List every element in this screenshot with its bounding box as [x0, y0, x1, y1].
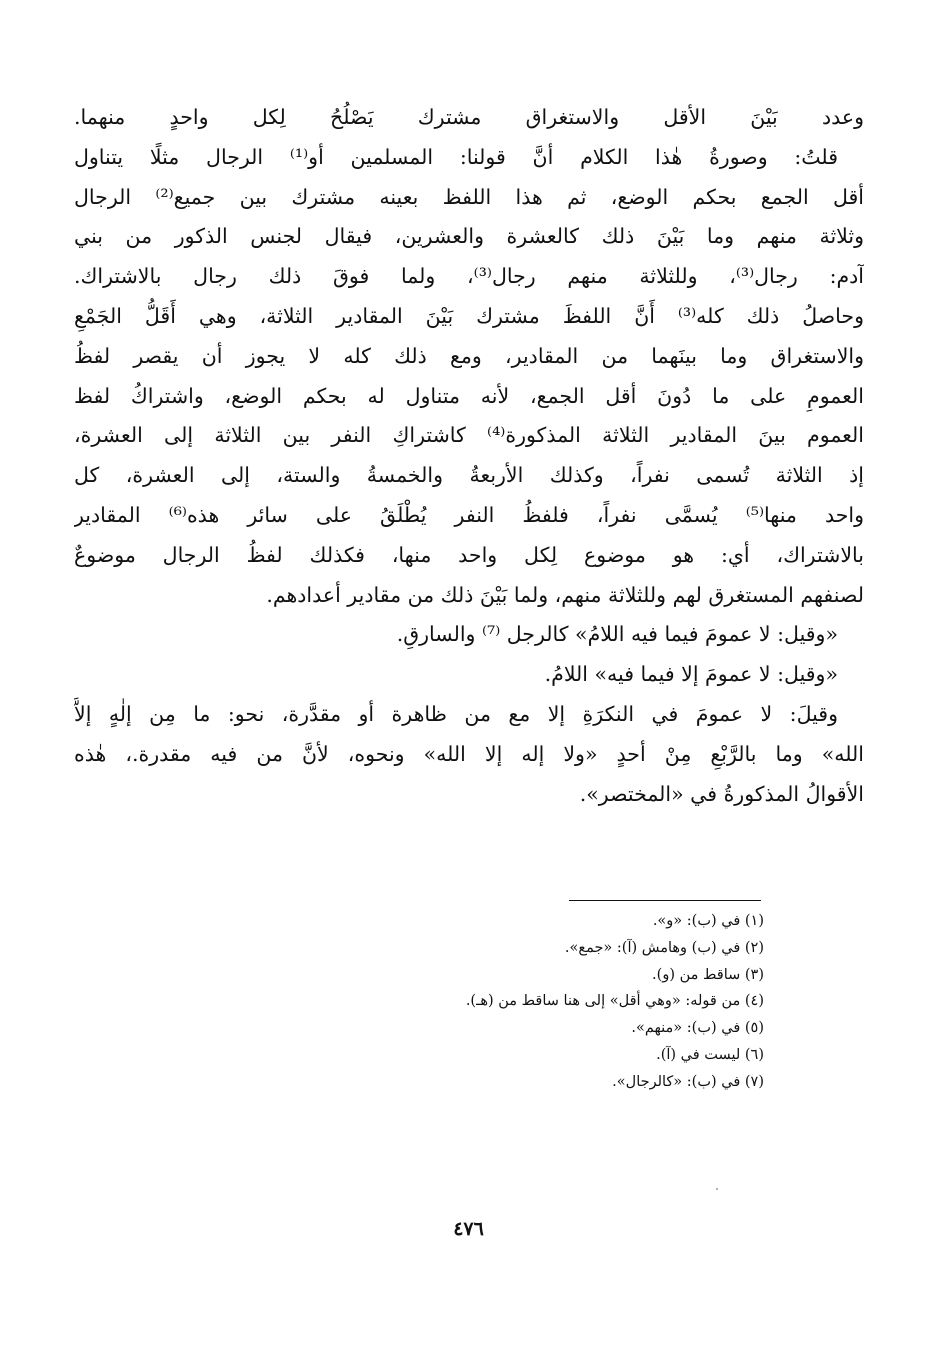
- body-line-4: وثلاثة منهم وما بَيْنَ ذلك كالعشرة والعشرين، فيقال لجنس الذكور من بني: [74, 224, 864, 249]
- body-line-11: واحد منها⁽⁵⁾ يُسمَّى نفراً، فلفظُ النفر يُطْلَقُ على سائر هذه⁽⁶⁾ المقادير: [74, 502, 864, 527]
- body-line-15: «وقيل: لا عمومَ إلا فيما فيه» اللامُ.: [544, 662, 838, 687]
- footnote-4: (٤) من قوله: «وهي أقل» إلى هنا ساقط من (هـ).: [465, 993, 764, 1010]
- footnotes-block: [344, 908, 764, 1096]
- body-line-18: الأقوالُ المذكورةُ في «المختصر».: [579, 781, 864, 806]
- body-line-9: العموم بينَ المقادير الثلاثة المذكورة⁽⁴⁾ كاشتراكِ النفر بين الثلاثة إلى العشرة،: [74, 423, 864, 448]
- body-line-2: قلتُ: وصورةُ هٰذا الكلام أنَّ قولنا: المسلمين أو⁽¹⁾ الرجال مثلًا يتناول: [74, 144, 838, 169]
- body-line-12: بالاشتراك، أي: هو موضوع لِكل واحد منها، فكذلك لفظُ الرجال موضوعٌ: [74, 542, 864, 567]
- footnote-2: (٢) في (ب) وهامش (آ): «جمع».: [564, 939, 764, 956]
- body-line-17: الله» وما بالرَّبْعِ مِنْ أحدٍ «ولا إله إلا الله» ونحوه، لأنَّ من فيه مقدرة.، هٰذه: [74, 741, 864, 766]
- footnote-3: (٣) ساقط من (و).: [652, 966, 764, 983]
- footnote-1: (١) في (ب): «و».: [652, 913, 764, 929]
- body-line-6: وحاصلُ ذلك كله⁽³⁾ أَنَّ اللفظَ مشترك بَيْنَ المقادير الثلاثة، وهي أَقَلُّ الجَمْعِ: [74, 303, 864, 328]
- page-number: ٤٧٦: [453, 1218, 484, 1240]
- scan-speck: [716, 1188, 718, 1190]
- body-line-10: إذ الثلاثة تُسمى نفراً، وكذلك الأربعةُ والخمسةُ والستة، إلى العشرة، كل: [74, 463, 864, 488]
- footnote-7: (٧) في (ب): «كالرجال».: [612, 1073, 764, 1090]
- body-line-16: وقيلَ: لا عمومَ في النكرَةِ إلا مع من ظاهرة أو مقدَّرة، نحو: ما مِن إلٰهٍ إلاَّ: [74, 701, 838, 726]
- footnote-5: (٥) في (ب): «منهم».: [631, 1020, 764, 1037]
- body-line-1: وعدد بَيْنَ الأقل والاستغراق مشترك يَصْلُحُ لِكل واحدٍ منهما.: [74, 105, 864, 129]
- main-text-block: [74, 98, 864, 814]
- footnote-6: (٦) ليست في (آ).: [656, 1046, 764, 1063]
- body-line-3: أقل الجمع بحكم الوضع، ثم هذا اللفظ بعينه مشترك بين جميع⁽²⁾ الرجال: [74, 184, 864, 209]
- body-line-5: آدم: رجال⁽³⁾، وللثلاثة منهم رجال⁽³⁾، ولما فوقَ ذلك رجال بالاشتراك.: [74, 264, 864, 289]
- footnote-separator: [569, 900, 761, 901]
- body-line-14: «وقيل: لا عمومَ فيما فيه اللامُ» كالرجل ⁽⁷⁾ والسارقِ.: [396, 622, 838, 647]
- body-line-8: العمومِ على ما دُونَ أقل الجمع، لأنه متناول له بحكم الوضع، واشتراكُ لفظ: [74, 383, 864, 408]
- body-line-13: لصنفهم المستغرق لهم وللثلاثة منهم، ولما بَيْنَ ذلك من مقادير أعدادهم.: [266, 582, 864, 607]
- body-line-7: والاستغراق وما بينَهما من المقادير، ومع ذلك كله لا يجوز أن يقصر لفظُ: [74, 343, 864, 368]
